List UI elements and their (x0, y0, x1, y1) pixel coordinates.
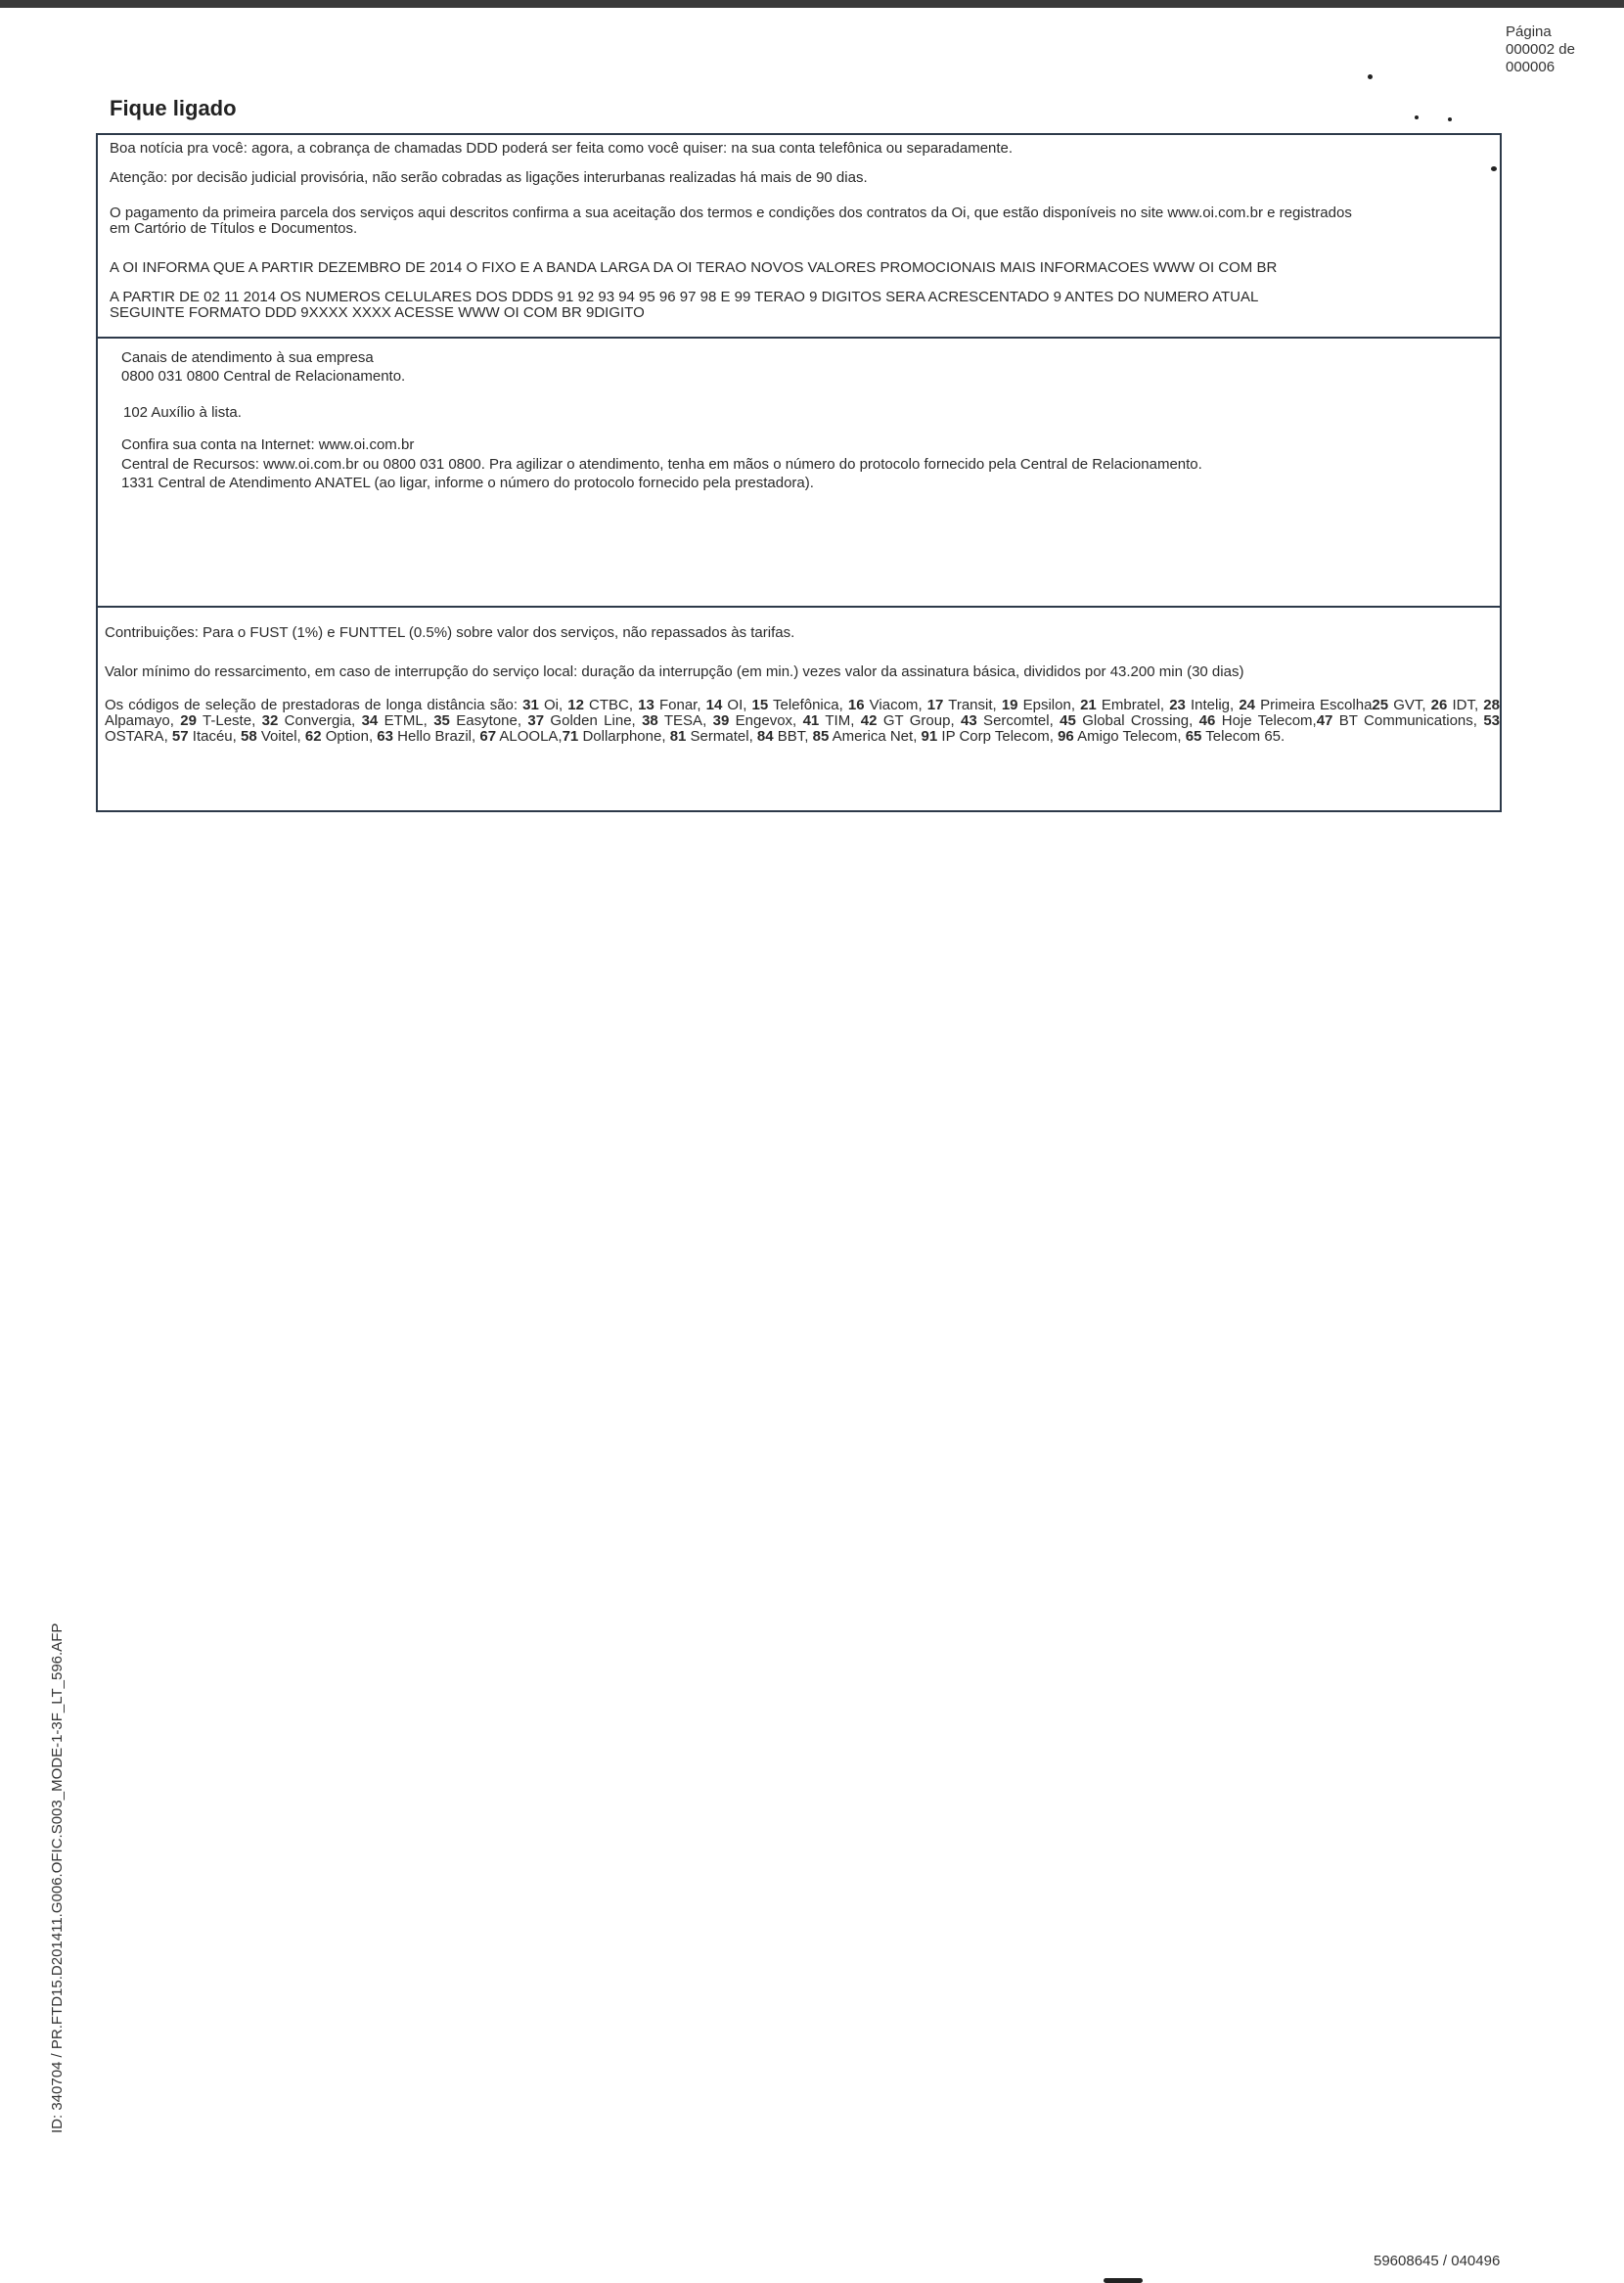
carrier-code-number: 14 (705, 697, 723, 713)
scan-bottom-mark (1104, 2278, 1143, 2283)
carrier-code-number: 81 (669, 728, 687, 745)
page-total: 000006 (1506, 59, 1556, 75)
carrier-code-item: 43 Sercomtel, (961, 712, 1060, 729)
scan-top-border (0, 0, 1624, 8)
carrier-code-number: 25 (1372, 697, 1389, 713)
carrier-code-number: 23 (1169, 697, 1186, 713)
carrier-code-number: 39 (712, 712, 730, 729)
carrier-code-number: 67 (479, 728, 497, 745)
carrier-code-number: 96 (1058, 728, 1074, 745)
page-current: 000002 de (1506, 41, 1575, 58)
carrier-code-number: 35 (433, 712, 450, 729)
carrier-name: Embratel (1096, 697, 1160, 713)
carrier-code-item: 62 Option, (304, 728, 378, 745)
document-id: ID: 340704 / PR.FTD15.D201411.G006.OFIC.S003_MODE-1-3F_LT_596.AFP (49, 1622, 66, 2133)
carrier-name: Option (321, 728, 369, 745)
carrier-name: Sercomtel (976, 712, 1050, 729)
auxilio-lista: 102 Auxílio à lista. (123, 404, 242, 421)
carrier-name: BBT (773, 728, 805, 745)
carrier-code-item: 21 Embratel, (1080, 697, 1170, 713)
carrier-code-number: 15 (751, 697, 769, 713)
carrier-name: T-Leste (196, 712, 252, 729)
carrier-code-item: 84 BBT, (756, 728, 813, 745)
carrier-code-number: 65 (1185, 728, 1202, 745)
carrier-name: Alpamayo (105, 712, 170, 729)
carrier-name: ETML (378, 712, 424, 729)
carrier-code-item: 41 TIM, (802, 712, 861, 729)
carrier-name: GVT (1388, 697, 1422, 713)
scan-speck (1448, 117, 1452, 121)
carrier-code-item: 46 Hoje Telecom, (1198, 712, 1317, 729)
carrier-code-item: 91 IP Corp Telecom, (921, 728, 1059, 745)
carrier-name: Hoje Telecom (1215, 712, 1313, 729)
carrier-code-number: 41 (802, 712, 820, 729)
carrier-code-number: 19 (1001, 697, 1018, 713)
carrier-code-number: 58 (240, 728, 257, 745)
internet-account: Confira sua conta na Internet: www.oi.com.br (121, 436, 415, 453)
carrier-name: Oi (538, 697, 559, 713)
carrier-name: GT Group (877, 712, 951, 729)
carrier-code-item: 17 Transit, (926, 697, 1002, 713)
carrier-code-item: 85 America Net, (812, 728, 922, 745)
carrier-code-number: 62 (304, 728, 322, 745)
carrier-code-number: 32 (261, 712, 279, 729)
central-relacionamento: 0800 031 0800 Central de Relacionamento. (121, 368, 406, 385)
carrier-code-number: 26 (1430, 697, 1448, 713)
carrier-code-number: 34 (361, 712, 379, 729)
channels-title: Canais de atendimento à sua empresa (121, 349, 374, 366)
carrier-code-number: 63 (377, 728, 393, 745)
carrier-code-item: 25 GVT, (1372, 697, 1431, 713)
carrier-code-number: 43 (961, 712, 977, 729)
carrier-code-number: 38 (642, 712, 658, 729)
carrier-name: BT Communications (1332, 712, 1473, 729)
carrier-code-number: 16 (847, 697, 865, 713)
footer-code: 59608645 / 040496 (1374, 2253, 1501, 2269)
page-label: Página (1506, 23, 1552, 40)
carrier-code-item: 14 OI, (705, 697, 752, 713)
carrier-code-number: 47 (1316, 712, 1333, 729)
carrier-name: IDT (1447, 697, 1474, 713)
carrier-code-item: 45 Global Crossing, (1060, 712, 1199, 729)
carrier-code-item: 35 Easytone, (433, 712, 528, 729)
carrier-name: IP Corp Telecom (937, 728, 1050, 745)
carrier-code-item: 29 T-Leste, (180, 712, 262, 729)
carrier-code-item: 13 Fonar, (638, 697, 706, 713)
carrier-code-item: 96 Amigo Telecom, (1058, 728, 1186, 745)
carrier-code-number: 57 (171, 728, 189, 745)
carrier-code-item: 57 Itacéu, (171, 728, 241, 745)
carrier-code-item: 53 OSTARA, (105, 712, 1500, 745)
carrier-name: Viacom (864, 697, 919, 713)
carrier-code-number: 42 (860, 712, 878, 729)
notice-promo: A OI INFORMA QUE A PARTIR DEZEMBRO DE 2014 O FIXO E A BANDA LARGA DA OI TERAO NOVOS VALORES PROMOCIONAIS MAIS INFORMACOES WWW OI COM BR (110, 259, 1278, 276)
carrier-name: Dollarphone (578, 728, 662, 745)
carrier-code-item: 28 Alpamayo, (105, 697, 1500, 729)
carrier-code-item: 12 CTBC, (567, 697, 639, 713)
carrier-name: Engevox (729, 712, 793, 729)
carrier-code-item: 16 Viacom, (847, 697, 927, 713)
carrier-name: Amigo Telecom (1073, 728, 1178, 745)
carrier-name: Easytone (449, 712, 518, 729)
carrier-code-item: 42 GT Group, (860, 712, 961, 729)
notice-ddd-billing: Boa notícia pra você: agora, a cobrança de chamadas DDD poderá ser feita como você quiser: na sua conta telefônica ou separadamente. (110, 140, 1014, 157)
carrier-code-number: 28 (1483, 697, 1500, 713)
carrier-name: ALOOLA (496, 728, 559, 745)
valor-minimo: Valor mínimo do ressarcimento, em caso de interrupção do serviço local: duração da interrupção (em min.) vezes valor da assinatura básica, divididos por 43.200 min (30 dias) (105, 663, 1244, 680)
carrier-code-item: 63 Hello Brazil, (377, 728, 480, 745)
carrier-code-number: 84 (756, 728, 774, 745)
carrier-code-number: 91 (921, 728, 938, 745)
carrier-name: Convergia (278, 712, 352, 729)
carrier-name: CTBC (583, 697, 629, 713)
carrier-code-item: 26 IDT, (1430, 697, 1484, 713)
carrier-name: Hello Brazil (392, 728, 473, 745)
carrier-code-number: 31 (522, 697, 539, 713)
notice-terms (110, 205, 1499, 237)
carrier-code-number: 37 (527, 712, 545, 729)
carrier-code-number: 12 (567, 697, 584, 713)
carrier-name: Itacéu (188, 728, 233, 745)
carrier-name: Sermatel (686, 728, 749, 745)
carrier-codes-intro: Os códigos de seleção de prestadoras de longa distância são: (105, 697, 523, 713)
carrier-code-number: 71 (562, 728, 579, 745)
carrier-name: Global Crossing (1075, 712, 1190, 729)
carrier-code-number: 45 (1060, 712, 1076, 729)
carrier-code-item: 15 Telefônica, (751, 697, 848, 713)
carrier-code-number: 24 (1239, 697, 1255, 713)
carrier-code-item: 37 Golden Line, (527, 712, 643, 729)
carrier-code-item: 34 ETML, (361, 712, 434, 729)
carrier-code-number: 85 (812, 728, 830, 745)
carrier-code-item: 58 Voitel, (240, 728, 305, 745)
carrier-codes (105, 698, 1500, 745)
section-title: Fique ligado (110, 96, 237, 120)
carrier-name: OSTARA (105, 728, 164, 745)
carrier-name: Telefônica (768, 697, 839, 713)
notice-terms-line2: em Cartório de Títulos e Documentos. (110, 220, 358, 237)
notice-9-digit-line2: SEGUINTE FORMATO DDD 9XXXX XXXX ACESSE WWW OI COM BR 9DIGITO (110, 304, 645, 321)
anatel-line: 1331 Central de Atendimento ANATEL (ao ligar, informe o número do protocolo fornecido pela prestadora). (121, 475, 814, 491)
notice-terms-line1: O pagamento da primeira parcela dos serviços aqui descritos confirma a sua aceitação dos termos e condições dos contratos da Oi, que estão disponíveis no site www.oi.com.br e registrados (110, 205, 1352, 221)
carrier-code-number: 21 (1080, 697, 1097, 713)
carrier-name: Epsilon (1017, 697, 1071, 713)
carrier-code-item: 65 Telecom 65. (1185, 728, 1286, 745)
carrier-code-number: 17 (926, 697, 944, 713)
carrier-code-number: 46 (1198, 712, 1216, 729)
carrier-code-number: 13 (638, 697, 654, 713)
carrier-name: Golden Line (544, 712, 632, 729)
carrier-name: Voitel (256, 728, 297, 745)
carrier-name: TESA (657, 712, 703, 729)
carrier-name: Intelig (1185, 697, 1231, 713)
carrier-name: Fonar (654, 697, 698, 713)
carrier-name: Telecom 65 (1201, 728, 1282, 745)
carrier-code-item: 19 Epsilon, (1001, 697, 1081, 713)
carrier-code-item: 81 Sermatel, (669, 728, 757, 745)
carrier-code-item: 67 ALOOLA, (479, 728, 563, 745)
contribuicoes: Contribuições: Para o FUST (1%) e FUNTTEL (0.5%) sobre valor dos serviços, não repassados às tarifas. (105, 624, 795, 641)
central-recursos: Central de Recursos: www.oi.com.br ou 0800 031 0800. Pra agilizar o atendimento, tenha em mãos o número do protocolo fornecido pela Central de Relacionamento. (121, 456, 1202, 473)
carrier-name: OI (722, 697, 744, 713)
carrier-code-item: 31 Oi, (522, 697, 568, 713)
carrier-code-item: 38 TESA, (642, 712, 713, 729)
carrier-code-number: 29 (180, 712, 197, 729)
carrier-code-item: 47 BT Communications, (1316, 712, 1484, 729)
notice-judicial: Atenção: por decisão judicial provisória, não serão cobradas as ligações interurbanas realizadas há mais de 90 dias. (110, 169, 868, 186)
notice-9-digit (110, 290, 1258, 321)
carrier-name: TIM (819, 712, 851, 729)
carrier-code-item: 32 Convergia, (261, 712, 362, 729)
scan-speck (1368, 74, 1373, 79)
carrier-name: America Net (829, 728, 914, 745)
carrier-name: Primeira Escolha (1255, 697, 1373, 713)
carrier-code-item: 23 Intelig, (1169, 697, 1240, 713)
scan-speck (1415, 115, 1419, 119)
notice-9-digit-line1: A PARTIR DE 02 11 2014 OS NUMEROS CELULARES DOS DDDS 91 92 93 94 95 96 97 98 E 99 TERAO 9 DIGITOS SERA ACRESCENTADO 9 ANTES DO NUMERO ATUAL (110, 289, 1259, 305)
carrier-code-number: 53 (1483, 712, 1500, 729)
carrier-name: Transit (943, 697, 993, 713)
carrier-code-item: 39 Engevox, (712, 712, 803, 729)
page-indicator (1506, 23, 1575, 76)
carrier-code-item: 71 Dollarphone, (562, 728, 670, 745)
carrier-code-item (1239, 697, 1372, 713)
